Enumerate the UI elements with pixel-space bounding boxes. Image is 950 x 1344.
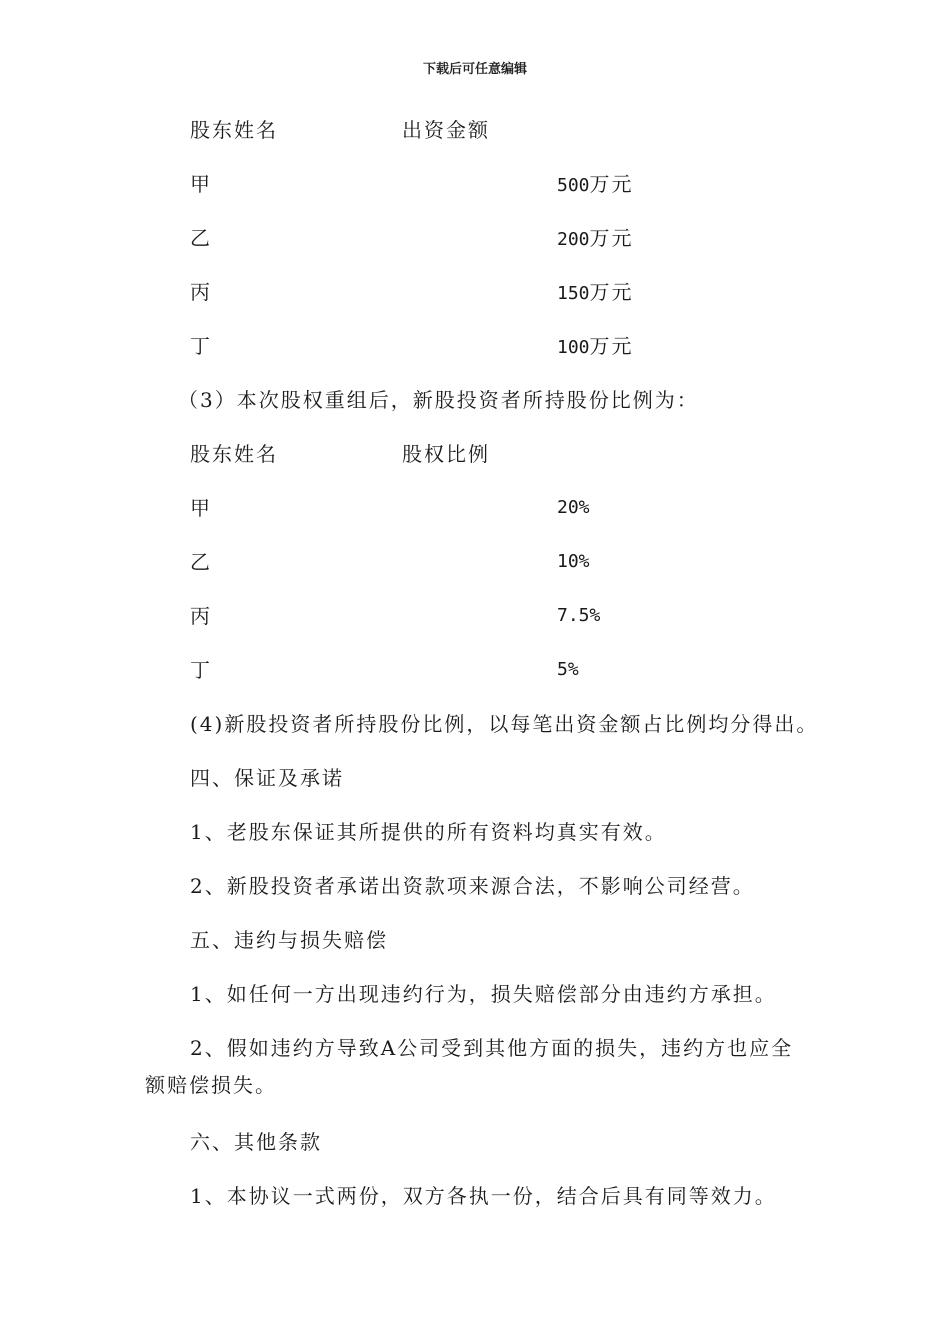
capital-row-amount: 150万元 <box>557 280 634 304</box>
ratio-header-name: 股东姓名 <box>190 442 278 466</box>
section-5-item-line: 额赔偿损失。 <box>145 1073 277 1097</box>
section-5-item: 1、如任何一方出现违约行为，损失赔偿部分由违约方承担。 <box>190 982 777 1006</box>
capital-row-name: 丙 <box>190 280 212 304</box>
section-4-title: 四、保证及承诺 <box>190 766 344 790</box>
capital-row-amount: 200万元 <box>557 226 634 250</box>
ratio-row-value: 20% <box>557 497 590 518</box>
clause-3: （3）本次股权重组后，新股投资者所持股份比例为： <box>178 388 699 412</box>
capital-header-name: 股东姓名 <box>190 118 278 142</box>
ratio-header-ratio: 股权比例 <box>402 442 490 466</box>
clause-4: (4)新股投资者所持股份比例，以每笔出资金额占比例均分得出。 <box>190 712 819 736</box>
ratio-row-value: 5% <box>557 659 579 680</box>
capital-row-amount: 100万元 <box>557 334 634 358</box>
section-5-item-line: 2、假如违约方导致A公司受到其他方面的损失，违约方也应全 <box>190 1036 794 1060</box>
capital-row-name: 乙 <box>190 226 212 250</box>
section-4-item: 1、老股东保证其所提供的所有资料均真实有效。 <box>190 820 667 844</box>
ratio-row-name: 甲 <box>190 496 212 520</box>
capital-row-name: 甲 <box>190 172 212 196</box>
capital-row-name: 丁 <box>190 334 212 358</box>
section-5-title: 五、违约与损失赔偿 <box>190 928 388 952</box>
ratio-row-name: 丁 <box>190 658 212 682</box>
page-header: 下载后可任意编辑 <box>422 62 527 77</box>
capital-row-amount: 500万元 <box>557 172 634 196</box>
ratio-row-name: 丙 <box>190 604 212 628</box>
ratio-row-value: 7.5% <box>557 605 601 626</box>
section-6-title: 六、其他条款 <box>190 1130 322 1154</box>
section-4-item: 2、新股投资者承诺出资款项来源合法，不影响公司经营。 <box>190 874 755 898</box>
ratio-row-value: 10% <box>557 551 590 572</box>
section-6-item: 1、本协议一式两份，双方各执一份，结合后具有同等效力。 <box>190 1184 777 1208</box>
ratio-row-name: 乙 <box>190 550 212 574</box>
capital-header-amount: 出资金额 <box>402 118 490 142</box>
